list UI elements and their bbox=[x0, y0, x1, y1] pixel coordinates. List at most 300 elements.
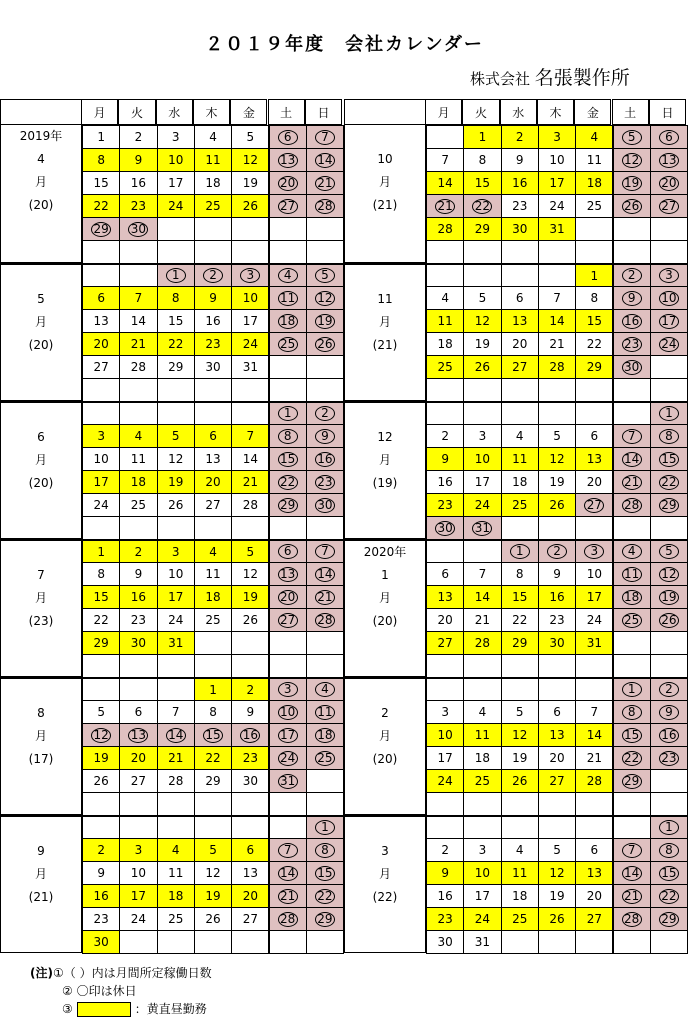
empty-cell bbox=[231, 930, 269, 954]
day-cell: 31 bbox=[538, 217, 576, 241]
day-cell: 7 bbox=[157, 700, 195, 724]
weekday-header: 水 bbox=[500, 99, 537, 125]
empty-cell bbox=[426, 792, 464, 816]
day-cell bbox=[613, 355, 651, 379]
month-suffix: 月 bbox=[34, 453, 47, 467]
day-cell: 17 bbox=[426, 746, 464, 770]
day-cell bbox=[269, 700, 307, 724]
day-cell: 21 bbox=[463, 608, 501, 632]
day-cell bbox=[306, 493, 344, 517]
day-cell: 29 bbox=[463, 217, 501, 241]
day-cell: 9 bbox=[82, 861, 120, 885]
empty-cell bbox=[157, 217, 195, 241]
month-number: 1 bbox=[381, 568, 389, 582]
holiday-circle: 3 bbox=[659, 268, 679, 283]
day-cell: 25 bbox=[157, 907, 195, 931]
day-cell: 27 bbox=[501, 355, 539, 379]
day-cell: 10 bbox=[82, 447, 120, 471]
day-cell: 26 bbox=[538, 493, 576, 517]
holiday-circle: 1 bbox=[315, 820, 335, 835]
day-cell bbox=[650, 424, 688, 448]
month-number: 3 bbox=[381, 844, 389, 858]
day-cell bbox=[194, 723, 232, 747]
empty-cell bbox=[501, 815, 539, 839]
day-cell: 24 bbox=[463, 907, 501, 931]
empty-cell bbox=[650, 378, 688, 402]
day-cell: 10 bbox=[157, 148, 195, 172]
empty-cell bbox=[269, 654, 307, 678]
day-cell bbox=[613, 746, 651, 770]
day-cell: 16 bbox=[119, 171, 157, 195]
year-label bbox=[345, 125, 425, 148]
holiday-circle: 17 bbox=[659, 314, 679, 329]
day-cell: 13 bbox=[426, 585, 464, 609]
empty-cell bbox=[119, 677, 157, 701]
day-cell: 30 bbox=[538, 631, 576, 655]
day-cell: 6 bbox=[426, 562, 464, 586]
empty-cell bbox=[650, 240, 688, 264]
day-cell: 12 bbox=[231, 148, 269, 172]
day-cell bbox=[650, 585, 688, 609]
day-cell: 20 bbox=[426, 608, 464, 632]
day-cell bbox=[306, 194, 344, 218]
year-label: 2019年 bbox=[19, 129, 63, 143]
day-cell bbox=[269, 447, 307, 471]
day-cell: 5 bbox=[82, 700, 120, 724]
working-days-count: (22) bbox=[372, 890, 398, 904]
empty-cell bbox=[194, 815, 232, 839]
holiday-circle: 4 bbox=[315, 682, 335, 697]
holiday-circle: 15 bbox=[659, 452, 679, 467]
day-cell bbox=[613, 562, 651, 586]
day-cell: 22 bbox=[157, 332, 195, 356]
day-cell bbox=[613, 700, 651, 724]
holiday-circle: 18 bbox=[278, 314, 298, 329]
day-cell: 11 bbox=[426, 309, 464, 333]
empty-cell bbox=[575, 217, 613, 241]
holiday-circle: 14 bbox=[315, 567, 335, 582]
month-suffix: 月 bbox=[34, 867, 47, 881]
empty-cell bbox=[269, 355, 307, 379]
day-cell bbox=[306, 125, 344, 149]
day-cell bbox=[575, 539, 613, 563]
day-cell: 23 bbox=[501, 194, 539, 218]
day-cell: 29 bbox=[501, 631, 539, 655]
empty-cell bbox=[82, 240, 120, 264]
day-cell bbox=[613, 677, 651, 701]
note-1-mark: ① bbox=[52, 966, 64, 980]
day-cell: 7 bbox=[463, 562, 501, 586]
holiday-circle: 20 bbox=[659, 176, 679, 191]
day-cell: 18 bbox=[575, 171, 613, 195]
day-cell: 20 bbox=[119, 746, 157, 770]
day-cell: 11 bbox=[501, 861, 539, 885]
day-cell: 23 bbox=[82, 907, 120, 931]
holiday-circle: 8 bbox=[278, 429, 298, 444]
year-label bbox=[345, 403, 425, 426]
holiday-circle: 15 bbox=[622, 728, 642, 743]
empty-cell bbox=[650, 631, 688, 655]
day-cell: 12 bbox=[194, 861, 232, 885]
holiday-circle: 21 bbox=[278, 889, 298, 904]
day-cell: 2 bbox=[119, 125, 157, 149]
header-blank bbox=[344, 99, 426, 125]
holiday-circle: 14 bbox=[278, 866, 298, 881]
holiday-circle: 1 bbox=[278, 406, 298, 421]
day-cell: 20 bbox=[538, 746, 576, 770]
day-cell: 22 bbox=[575, 332, 613, 356]
empty-cell bbox=[463, 654, 501, 678]
month-label bbox=[344, 539, 426, 677]
day-cell: 11 bbox=[575, 148, 613, 172]
month-number: 6 bbox=[37, 430, 45, 444]
empty-cell bbox=[613, 516, 651, 540]
empty-cell bbox=[613, 654, 651, 678]
working-days-count: (20) bbox=[28, 338, 54, 352]
empty-cell bbox=[157, 378, 195, 402]
day-cell: 6 bbox=[501, 286, 539, 310]
day-cell bbox=[269, 608, 307, 632]
day-cell bbox=[269, 263, 307, 287]
day-cell: 6 bbox=[538, 700, 576, 724]
day-cell bbox=[269, 148, 307, 172]
day-cell: 29 bbox=[575, 355, 613, 379]
empty-cell bbox=[575, 792, 613, 816]
day-cell bbox=[306, 401, 344, 425]
day-cell: 27 bbox=[119, 769, 157, 793]
month-number: 11 bbox=[377, 292, 393, 306]
empty-cell bbox=[463, 263, 501, 287]
month-suffix: 月 bbox=[378, 867, 391, 881]
day-cell: 31 bbox=[575, 631, 613, 655]
holiday-circle: 16 bbox=[622, 314, 642, 329]
day-cell bbox=[613, 769, 651, 793]
empty-cell bbox=[575, 401, 613, 425]
empty-cell bbox=[538, 263, 576, 287]
day-cell: 12 bbox=[463, 309, 501, 333]
day-cell: 5 bbox=[463, 286, 501, 310]
empty-cell bbox=[269, 631, 307, 655]
day-cell: 25 bbox=[501, 493, 539, 517]
day-cell: 19 bbox=[501, 746, 539, 770]
empty-cell bbox=[194, 378, 232, 402]
holiday-circle: 14 bbox=[166, 728, 186, 743]
holiday-circle: 20 bbox=[278, 176, 298, 191]
holiday-circle: 2 bbox=[547, 544, 567, 559]
day-cell: 23 bbox=[119, 194, 157, 218]
weekday-header: 金 bbox=[230, 99, 267, 125]
holiday-circle: 13 bbox=[278, 153, 298, 168]
empty-cell bbox=[575, 240, 613, 264]
day-cell bbox=[269, 746, 307, 770]
day-cell: 4 bbox=[194, 539, 232, 563]
day-cell: 25 bbox=[194, 194, 232, 218]
holiday-circle: 27 bbox=[278, 199, 298, 214]
holiday-circle: 8 bbox=[315, 843, 335, 858]
holiday-circle: 21 bbox=[622, 475, 642, 490]
holiday-circle: 2 bbox=[622, 268, 642, 283]
holiday-circle: 29 bbox=[659, 498, 679, 513]
holiday-circle: 15 bbox=[278, 452, 298, 467]
empty-cell bbox=[119, 401, 157, 425]
empty-cell bbox=[269, 792, 307, 816]
day-cell bbox=[306, 539, 344, 563]
holiday-circle: 29 bbox=[278, 498, 298, 513]
day-cell: 26 bbox=[82, 769, 120, 793]
holiday-circle: 25 bbox=[622, 613, 642, 628]
empty-cell bbox=[538, 378, 576, 402]
holiday-circle: 30 bbox=[315, 498, 335, 513]
day-cell: 2 bbox=[82, 838, 120, 862]
day-cell: 21 bbox=[119, 332, 157, 356]
empty-cell bbox=[82, 677, 120, 701]
day-cell bbox=[650, 746, 688, 770]
day-cell bbox=[306, 861, 344, 885]
holiday-circle: 14 bbox=[622, 452, 642, 467]
month-label bbox=[0, 401, 82, 539]
holiday-circle: 1 bbox=[166, 268, 186, 283]
empty-cell bbox=[269, 217, 307, 241]
empty-cell bbox=[538, 516, 576, 540]
empty-cell bbox=[650, 792, 688, 816]
year-label bbox=[1, 541, 81, 564]
holiday-circle: 22 bbox=[622, 751, 642, 766]
holiday-circle: 15 bbox=[203, 728, 223, 743]
day-cell: 7 bbox=[575, 700, 613, 724]
weekday-header: 金 bbox=[574, 99, 611, 125]
day-cell: 9 bbox=[426, 861, 464, 885]
empty-cell bbox=[463, 378, 501, 402]
day-cell: 19 bbox=[82, 746, 120, 770]
holiday-circle: 16 bbox=[315, 452, 335, 467]
day-cell bbox=[306, 562, 344, 586]
holiday-circle: 22 bbox=[278, 475, 298, 490]
day-cell: 23 bbox=[538, 608, 576, 632]
day-cell: 14 bbox=[538, 309, 576, 333]
day-cell bbox=[650, 677, 688, 701]
day-cell bbox=[613, 608, 651, 632]
day-cell: 18 bbox=[194, 585, 232, 609]
day-cell: 30 bbox=[119, 631, 157, 655]
day-cell: 13 bbox=[194, 447, 232, 471]
empty-cell bbox=[194, 217, 232, 241]
empty-cell bbox=[501, 930, 539, 954]
day-cell bbox=[306, 263, 344, 287]
month-suffix: 月 bbox=[378, 729, 391, 743]
holiday-circle: 15 bbox=[659, 866, 679, 881]
day-cell: 12 bbox=[157, 447, 195, 471]
day-cell bbox=[231, 263, 269, 287]
holiday-circle: 18 bbox=[315, 728, 335, 743]
empty-cell bbox=[194, 240, 232, 264]
day-cell: 17 bbox=[157, 171, 195, 195]
day-cell: 15 bbox=[157, 309, 195, 333]
day-cell: 27 bbox=[538, 769, 576, 793]
month-number: 8 bbox=[37, 706, 45, 720]
holiday-circle: 7 bbox=[622, 429, 642, 444]
month-label bbox=[344, 263, 426, 401]
day-cell bbox=[306, 424, 344, 448]
day-cell: 23 bbox=[194, 332, 232, 356]
day-cell: 23 bbox=[426, 907, 464, 931]
holiday-circle: 7 bbox=[315, 544, 335, 559]
empty-cell bbox=[650, 930, 688, 954]
month-label bbox=[0, 815, 82, 953]
day-cell: 5 bbox=[501, 700, 539, 724]
year-label bbox=[1, 679, 81, 702]
empty-cell bbox=[82, 401, 120, 425]
day-cell bbox=[613, 907, 651, 931]
day-cell: 23 bbox=[231, 746, 269, 770]
holiday-circle: 1 bbox=[659, 406, 679, 421]
day-cell: 22 bbox=[82, 608, 120, 632]
holiday-circle: 13 bbox=[659, 153, 679, 168]
holiday-circle: 9 bbox=[315, 429, 335, 444]
holiday-circle: 11 bbox=[622, 567, 642, 582]
empty-cell bbox=[575, 378, 613, 402]
holiday-circle: 11 bbox=[315, 705, 335, 720]
day-cell bbox=[650, 539, 688, 563]
empty-cell bbox=[306, 516, 344, 540]
note-1-text: （ ）内は月間所定稼働日数 bbox=[63, 966, 212, 980]
day-cell bbox=[306, 447, 344, 471]
holiday-circle: 23 bbox=[659, 751, 679, 766]
note-2-text: 〇印は休日 bbox=[76, 984, 137, 998]
holiday-circle: 5 bbox=[622, 130, 642, 145]
empty-cell bbox=[157, 654, 195, 678]
holiday-circle: 30 bbox=[435, 521, 455, 536]
empty-cell bbox=[538, 401, 576, 425]
empty-cell bbox=[119, 930, 157, 954]
day-cell: 11 bbox=[119, 447, 157, 471]
day-cell: 9 bbox=[501, 148, 539, 172]
empty-cell bbox=[463, 401, 501, 425]
empty-cell bbox=[269, 815, 307, 839]
day-cell: 3 bbox=[157, 539, 195, 563]
holiday-circle: 16 bbox=[240, 728, 260, 743]
day-cell bbox=[613, 424, 651, 448]
day-cell: 3 bbox=[463, 424, 501, 448]
holiday-circle: 29 bbox=[659, 912, 679, 927]
day-cell: 6 bbox=[119, 700, 157, 724]
day-cell: 16 bbox=[426, 884, 464, 908]
holiday-circle: 19 bbox=[315, 314, 335, 329]
empty-cell bbox=[82, 815, 120, 839]
day-cell: 19 bbox=[231, 585, 269, 609]
day-cell: 14 bbox=[119, 309, 157, 333]
holiday-circle: 9 bbox=[659, 705, 679, 720]
day-cell: 24 bbox=[157, 194, 195, 218]
holiday-circle: 6 bbox=[278, 544, 298, 559]
day-cell: 31 bbox=[157, 631, 195, 655]
day-cell: 18 bbox=[426, 332, 464, 356]
empty-cell bbox=[231, 401, 269, 425]
holiday-circle: 28 bbox=[278, 912, 298, 927]
day-cell: 25 bbox=[194, 608, 232, 632]
empty-cell bbox=[82, 792, 120, 816]
holiday-circle: 9 bbox=[622, 291, 642, 306]
day-cell: 23 bbox=[119, 608, 157, 632]
day-cell: 15 bbox=[575, 309, 613, 333]
day-cell bbox=[306, 907, 344, 931]
day-cell: 26 bbox=[501, 769, 539, 793]
year-label bbox=[1, 403, 81, 426]
empty-cell bbox=[501, 654, 539, 678]
working-days-count: (20) bbox=[28, 198, 54, 212]
empty-cell bbox=[538, 677, 576, 701]
day-cell: 17 bbox=[463, 470, 501, 494]
holiday-circle: 2 bbox=[315, 406, 335, 421]
weekday-header: 月 bbox=[81, 99, 118, 125]
holiday-circle: 26 bbox=[659, 613, 679, 628]
empty-cell bbox=[194, 631, 232, 655]
day-cell: 16 bbox=[538, 585, 576, 609]
day-cell bbox=[650, 332, 688, 356]
empty-cell bbox=[157, 677, 195, 701]
empty-cell bbox=[231, 217, 269, 241]
holiday-circle: 26 bbox=[622, 199, 642, 214]
empty-cell bbox=[650, 654, 688, 678]
day-cell: 26 bbox=[463, 355, 501, 379]
day-cell bbox=[613, 286, 651, 310]
day-cell: 30 bbox=[426, 930, 464, 954]
empty-cell bbox=[575, 654, 613, 678]
header-blank bbox=[0, 99, 82, 125]
month-suffix: 月 bbox=[34, 591, 47, 605]
empty-cell bbox=[194, 792, 232, 816]
day-cell: 27 bbox=[426, 631, 464, 655]
company-main-name: 名張製作所 bbox=[534, 67, 630, 89]
day-cell: 30 bbox=[231, 769, 269, 793]
empty-cell bbox=[613, 631, 651, 655]
day-cell bbox=[613, 332, 651, 356]
day-cell bbox=[501, 539, 539, 563]
day-cell: 24 bbox=[575, 608, 613, 632]
day-cell: 8 bbox=[501, 562, 539, 586]
holiday-circle: 4 bbox=[278, 268, 298, 283]
day-cell: 4 bbox=[426, 286, 464, 310]
day-cell: 12 bbox=[538, 861, 576, 885]
empty-cell bbox=[194, 930, 232, 954]
day-cell: 24 bbox=[119, 907, 157, 931]
holiday-circle: 21 bbox=[435, 199, 455, 214]
day-cell: 20 bbox=[575, 470, 613, 494]
day-cell: 19 bbox=[538, 884, 576, 908]
day-cell: 14 bbox=[575, 723, 613, 747]
holiday-circle: 12 bbox=[91, 728, 111, 743]
day-cell: 5 bbox=[194, 838, 232, 862]
day-cell: 15 bbox=[82, 171, 120, 195]
day-cell bbox=[650, 263, 688, 287]
day-cell bbox=[306, 585, 344, 609]
day-cell: 8 bbox=[82, 562, 120, 586]
day-cell bbox=[650, 700, 688, 724]
day-cell: 17 bbox=[538, 171, 576, 195]
empty-cell bbox=[501, 378, 539, 402]
day-cell: 16 bbox=[501, 171, 539, 195]
day-cell bbox=[650, 125, 688, 149]
month-number: 12 bbox=[377, 430, 393, 444]
day-cell: 29 bbox=[82, 631, 120, 655]
day-cell: 8 bbox=[194, 700, 232, 724]
day-cell: 11 bbox=[194, 148, 232, 172]
holiday-circle: 27 bbox=[584, 498, 604, 513]
day-cell bbox=[463, 194, 501, 218]
empty-cell bbox=[231, 378, 269, 402]
day-cell: 4 bbox=[575, 125, 613, 149]
working-days-count: (21) bbox=[372, 338, 398, 352]
month-label bbox=[0, 125, 82, 263]
